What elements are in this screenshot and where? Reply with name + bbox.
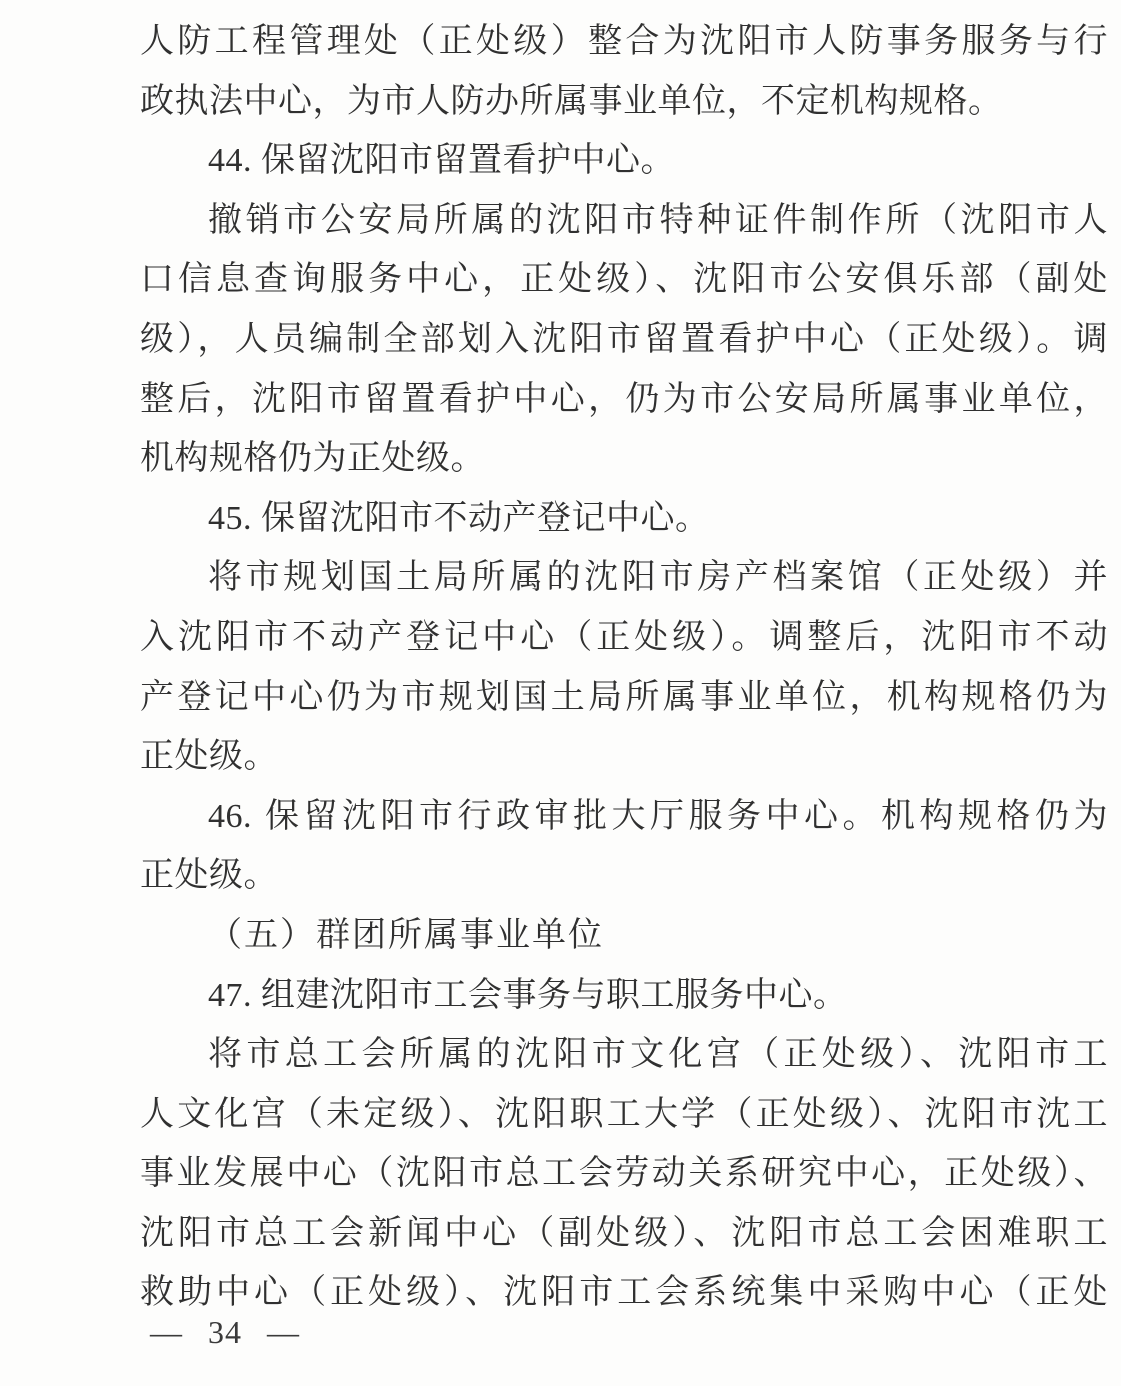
item-45-heading: 45. 保留沈阳市不动产登记中心。 bbox=[208, 499, 710, 537]
doc-line: 撤销市公安局所属的沈阳市特种证件制作所（沈阳市人 bbox=[208, 201, 1108, 239]
item-47-heading: 47. 组建沈阳市工会事务与职工服务中心。 bbox=[208, 976, 848, 1014]
doc-line: 人防工程管理处（正处级）整合为沈阳市人防事务服务与行 bbox=[140, 23, 1108, 60]
doc-line: 将市规划国土局所属的沈阳市房产档案馆（正处级）并 bbox=[208, 559, 1108, 597]
document-text-block bbox=[140, 12, 1108, 1323]
section-heading: （五）群团所属事业单位 bbox=[208, 916, 604, 954]
doc-line: 正处级。 bbox=[140, 857, 278, 895]
item-44-heading: 44. 保留沈阳市留置看护中心。 bbox=[208, 142, 675, 180]
page-number: — 34 — bbox=[150, 1314, 300, 1350]
doc-line: 人文化宫（未定级）、沈阳职工大学（正处级）、沈阳市沈工 bbox=[140, 1095, 1108, 1133]
doc-line: 入沈阳市不动产登记中心（正处级）。调整后，沈阳市不动 bbox=[140, 618, 1108, 656]
doc-line: 口信息查询服务中心，正处级）、沈阳市公安俱乐部（副处 bbox=[140, 261, 1108, 299]
doc-line: 级），人员编制全部划入沈阳市留置看护中心（正处级）。调 bbox=[140, 320, 1108, 358]
doc-line: 沈阳市总工会新闻中心（副处级）、沈阳市总工会困难职工 bbox=[140, 1214, 1108, 1252]
doc-line: 产登记中心仍为市规划国土局所属事业单位，机构规格仍为 bbox=[140, 678, 1108, 716]
item-46-heading: 46. 保留沈阳市行政审批大厅服务中心。机构规格仍为 bbox=[208, 797, 1108, 835]
doc-line: 正处级。 bbox=[140, 738, 278, 776]
doc-line: 机构规格仍为正处级。 bbox=[140, 440, 485, 478]
doc-line: 整后，沈阳市留置看护中心，仍为市公安局所属事业单位， bbox=[140, 380, 1108, 418]
doc-line: 将市总工会所属的沈阳市文化宫（正处级）、沈阳市工 bbox=[208, 1036, 1108, 1074]
doc-line: 事业发展中心（沈阳市总工会劳动关系研究中心，正处级）、 bbox=[140, 1155, 1108, 1193]
doc-line: 救助中心（正处级）、沈阳市工会系统集中采购中心（正处 bbox=[140, 1274, 1108, 1312]
doc-line: 政执法中心，为市人防办所属事业单位，不定机构规格。 bbox=[140, 82, 1003, 120]
